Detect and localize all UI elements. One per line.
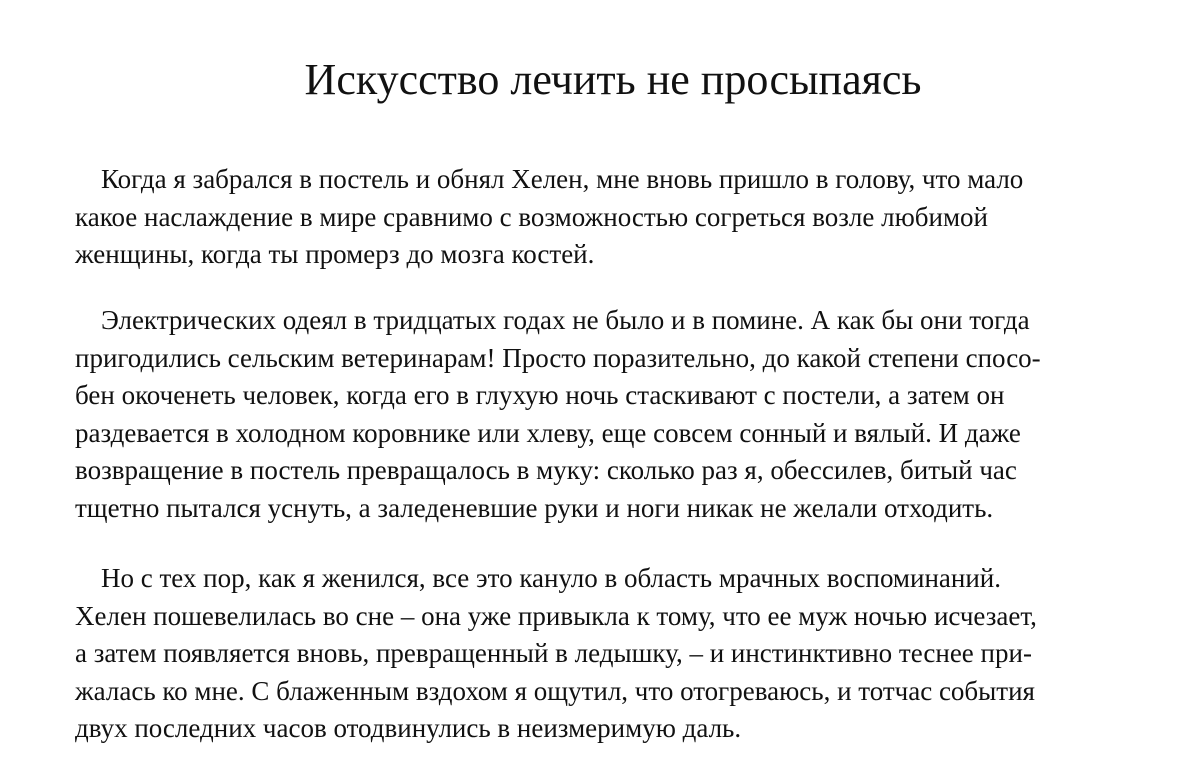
text-line: Когда я забрался в постель и обнял Хелен, мне вновь пришло в голову, что мало xyxy=(101,164,1024,194)
text-line: Но с тех пор, как я женился, все это кануло в область мрачных воспоминаний. xyxy=(101,563,1001,593)
text-line: а затем появляется вновь, превращенный в ледышку, – и инстинктивно теснее при- xyxy=(75,638,1032,668)
text-line: бен окоченеть человек, когда его в глухую ночь стаскивают с постели, а затем он xyxy=(75,380,1005,410)
text-line: женщины, когда ты промерз до мозга костей. xyxy=(75,239,595,269)
text-line: раздевается в холодном коровнике или хлеву, еще совсем сонный и вялый. И даже xyxy=(75,417,1021,448)
text-line: Электрических одеял в тридцатых годах не было и в помине. А как бы они тогда xyxy=(101,305,1030,335)
text-line: какое наслаждение в мире сравнимо с возможностью согреться возле любимой xyxy=(75,201,989,232)
paragraph-3 xyxy=(75,560,1135,748)
page-title: Искусство лечить не просыпаясь xyxy=(304,55,922,104)
text-line: двух последних часов отодвинулись в неизмеримую даль. xyxy=(75,713,742,743)
paragraph-1 xyxy=(75,161,1135,274)
text-line: Хелен пошевелилась во сне – она уже привыкла к тому, что ее муж ночью исчезает, xyxy=(75,600,1037,631)
text-line: возвращение в постель превращалось в муку: сколько раз я, обессилев, битый час xyxy=(75,455,1017,485)
text-line: пригодились сельским ветеринарам! Просто поразительно, до какой степени спосо- xyxy=(75,342,1041,373)
text-line: тщетно пытался уснуть, а заледеневшие руки и ноги никак не желали отходить. xyxy=(75,492,994,523)
text-line: жалась ко мне. С блаженным вздохом я ощутил, что отогреваюсь, и тотчас события xyxy=(75,675,1035,706)
paragraph-2 xyxy=(75,302,1135,527)
